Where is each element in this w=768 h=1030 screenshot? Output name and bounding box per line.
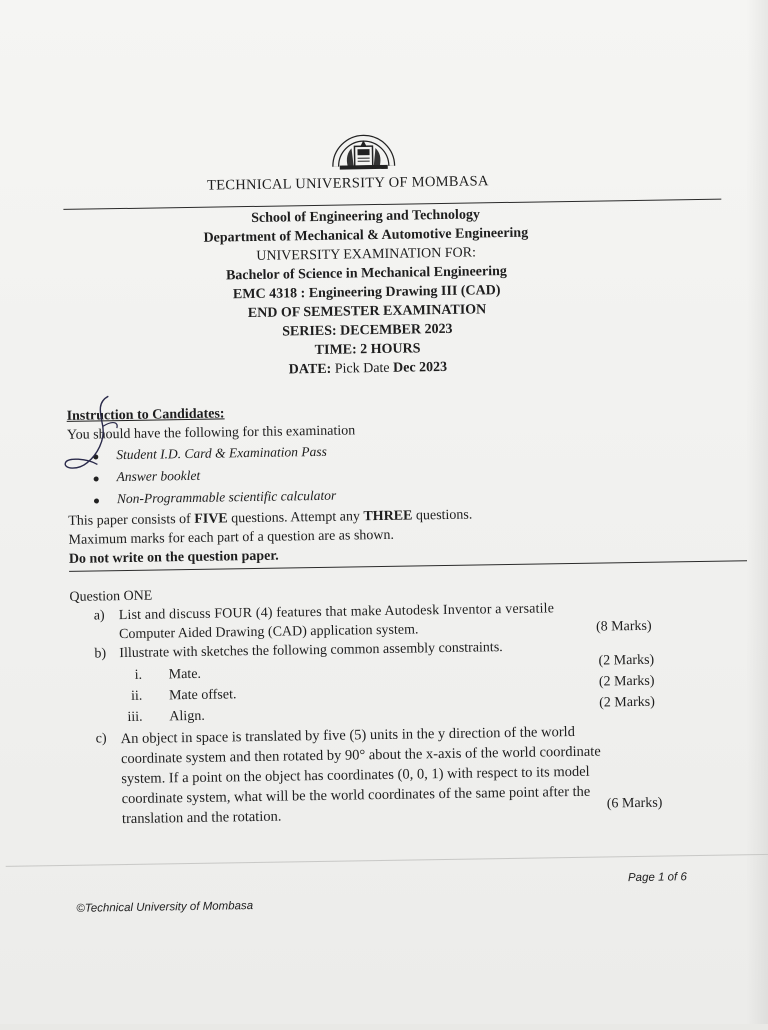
instructions-intro: You should have the following for this examination — [66, 423, 356, 443]
three-emphasis: THREE — [363, 508, 413, 525]
part-c-marks: (6 Marks) — [606, 795, 663, 812]
attempt-instruction — [68, 508, 472, 530]
part-c-label: c) — [95, 731, 107, 747]
date-label: DATE: — [288, 361, 332, 378]
instructions-title: Instruction to Candidates: — [66, 406, 225, 424]
programme-name: Bachelor of Science in Mechanical Engineering — [225, 263, 507, 284]
attempt-text: This paper consists of — [68, 511, 195, 529]
question-title: Question ONE — [69, 588, 153, 605]
department-name: Department of Mechanical & Automotive Engineering — [203, 225, 529, 246]
instruction-item: Answer booklet — [116, 467, 201, 485]
part-c-text: An object in space is translated by five (5) units in the y direction of the world — [120, 723, 576, 748]
subpart-text: Mate offset. — [168, 687, 237, 704]
page-number: Page 1 of 6 — [627, 871, 687, 885]
subpart-marks: (2 Marks) — [599, 694, 655, 711]
date-value: Dec 2023 — [392, 359, 448, 376]
five-emphasis: FIVE — [194, 511, 228, 527]
exam-series: SERIES: DECEMBER 2023 — [282, 321, 453, 340]
subpart-text: Mate. — [168, 666, 202, 683]
subpart-number: i. — [134, 667, 143, 683]
exam-type: END OF SEMESTER EXAMINATION — [247, 302, 487, 322]
handwritten-mark-icon — [56, 392, 138, 503]
exam-time: TIME: 2 HOURS — [314, 341, 421, 359]
part-b-text: Illustrate with sketches the following common assembly constraints. — [119, 640, 503, 662]
part-c-text: system. If a point on the object has coordinates (0, 0, 1) with respect to its model — [121, 763, 590, 788]
part-a-marks: (8 Marks) — [595, 618, 652, 635]
subpart-number: iii. — [127, 709, 143, 725]
do-not-write-instruction: Do not write on the question paper. — [68, 548, 279, 567]
footer-divider — [6, 854, 768, 867]
attempt-text: questions. Attempt any — [227, 509, 364, 527]
footer-copyright: ©Technical University of Mombasa — [76, 900, 254, 915]
part-b-label: b) — [94, 646, 107, 662]
marks-instruction: Maximum marks for each part of a question are as shown. — [68, 527, 395, 548]
university-logo-icon — [327, 122, 400, 173]
part-c-text: coordinate system and then rotated by 90° about the x-axis of the world coordinate — [120, 743, 601, 768]
subpart-marks: (2 Marks) — [598, 652, 655, 669]
part-c-text: translation and the rotation. — [121, 808, 282, 828]
part-a-text: List and discuss FOUR (4) features that make Autodesk Inventor a versatile — [118, 601, 555, 624]
subpart-text: Align. — [169, 708, 205, 725]
university-name: TECHNICAL UNIVERSITY OF MOMBASA — [206, 173, 489, 194]
attempt-text: questions. — [412, 507, 473, 524]
exam-for-label: UNIVERSITY EXAMINATION FOR: — [256, 245, 477, 264]
school-name: School of Engineering and Technology — [251, 207, 481, 226]
part-c-text: coordinate system, what will be the world coordinates of the same point after the — [121, 783, 591, 808]
part-a-text: Computer Aided Drawing (CAD) application system. — [118, 622, 419, 643]
subpart-number: ii. — [130, 688, 143, 704]
date-pick-placeholder: Pick Date — [334, 360, 390, 377]
instruction-item: Non-Programmable scientific calculator — [116, 487, 337, 507]
instruction-item: Student I.D. Card & Examination Pass — [116, 443, 327, 463]
subpart-marks: (2 Marks) — [598, 673, 655, 690]
course-title: EMC 4318 : Engineering Drawing III (CAD) — [232, 283, 501, 303]
part-a-label: a) — [93, 608, 105, 624]
